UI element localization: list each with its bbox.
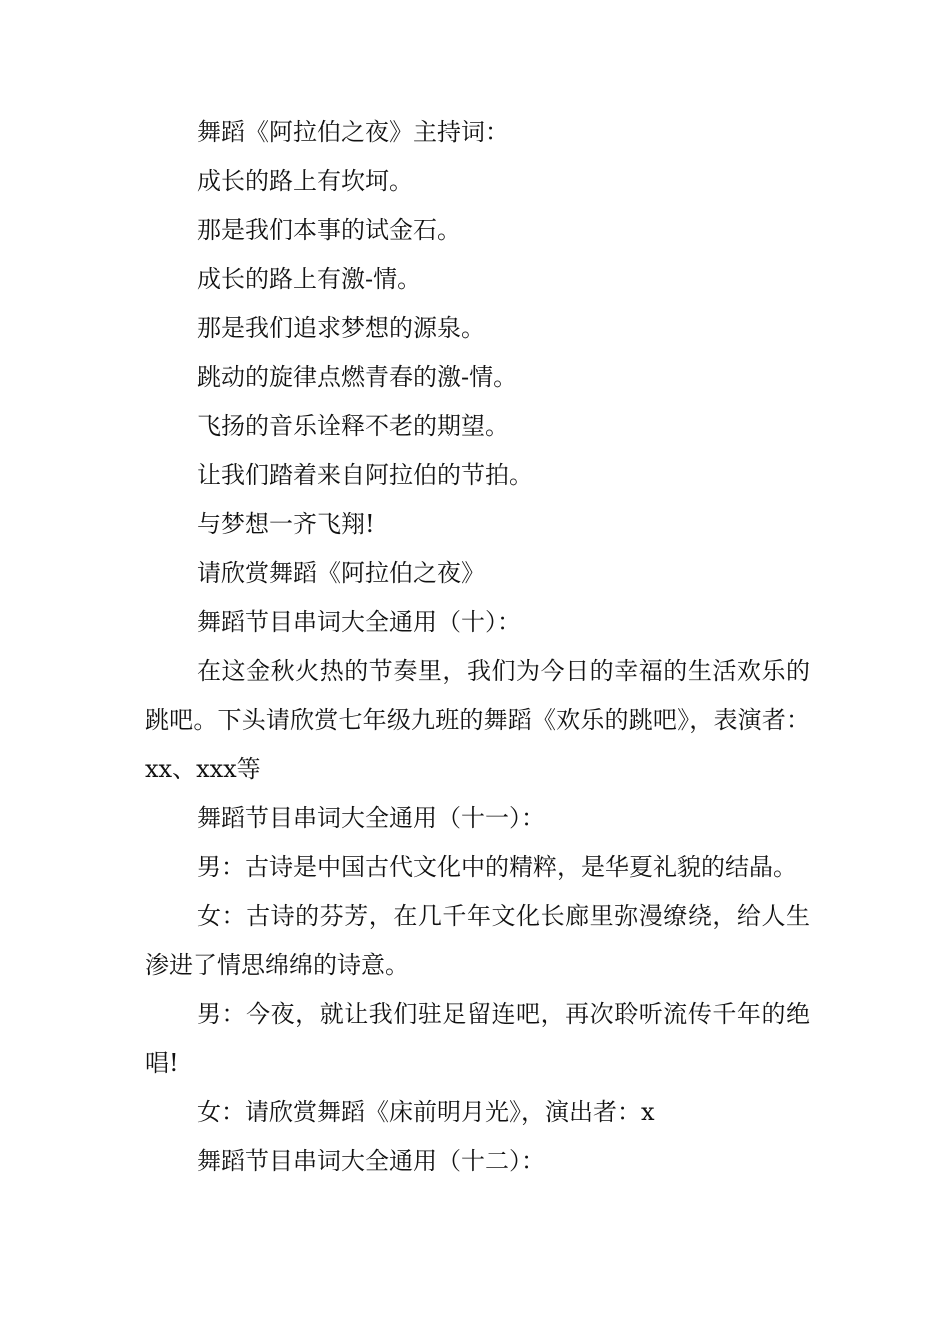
paragraph-5: 那是我们追求梦想的源泉。 — [197, 314, 485, 342]
paragraph-15: 女：古诗的芬芳，在几千年文化长廊里弥漫缭绕，给人生渗进了情思绵绵的诗意。 — [145, 902, 810, 979]
paragraph-18: 舞蹈节目串词大全通用（十二）： — [197, 1147, 545, 1175]
paragraph-9: 与梦想一齐飞翔! — [197, 510, 375, 538]
paragraph-7: 飞扬的音乐诠释不老的期望。 — [197, 412, 509, 440]
paragraph-13: 舞蹈节目串词大全通用（十一）： — [197, 804, 545, 832]
paragraph-1: 舞蹈《阿拉伯之夜》主持词： — [197, 118, 509, 146]
paragraph-17: 女：请欣赏舞蹈《床前明月光》，演出者：x — [197, 1098, 655, 1126]
paragraph-4: 成长的路上有激-情。 — [197, 265, 422, 293]
paragraph-14: 男：古诗是中国古代文化中的精粹，是华夏礼貌的结晶。 — [197, 853, 797, 881]
paragraph-3: 那是我们本事的试金石。 — [197, 216, 461, 244]
paragraph-8: 让我们踏着来自阿拉伯的节拍。 — [197, 461, 533, 489]
paragraph-6: 跳动的旋律点燃青春的激-情。 — [197, 363, 518, 391]
paragraph-12: 在这金秋火热的节奏里，我们为今日的幸福的生活欢乐的跳吧。下头请欣赏七年级九班的舞蹈《欢乐的跳吧》，表演者：xx、xxx等 — [145, 657, 810, 783]
paragraph-10: 请欣赏舞蹈《阿拉伯之夜》 — [197, 559, 485, 587]
paragraph-2: 成长的路上有坎坷。 — [197, 167, 413, 195]
paragraph-16: 男：今夜，就让我们驻足留连吧，再次聆听流传千年的绝唱! — [145, 1000, 810, 1077]
paragraph-11: 舞蹈节目串词大全通用（十）： — [197, 608, 521, 636]
document-body — [145, 108, 810, 1186]
